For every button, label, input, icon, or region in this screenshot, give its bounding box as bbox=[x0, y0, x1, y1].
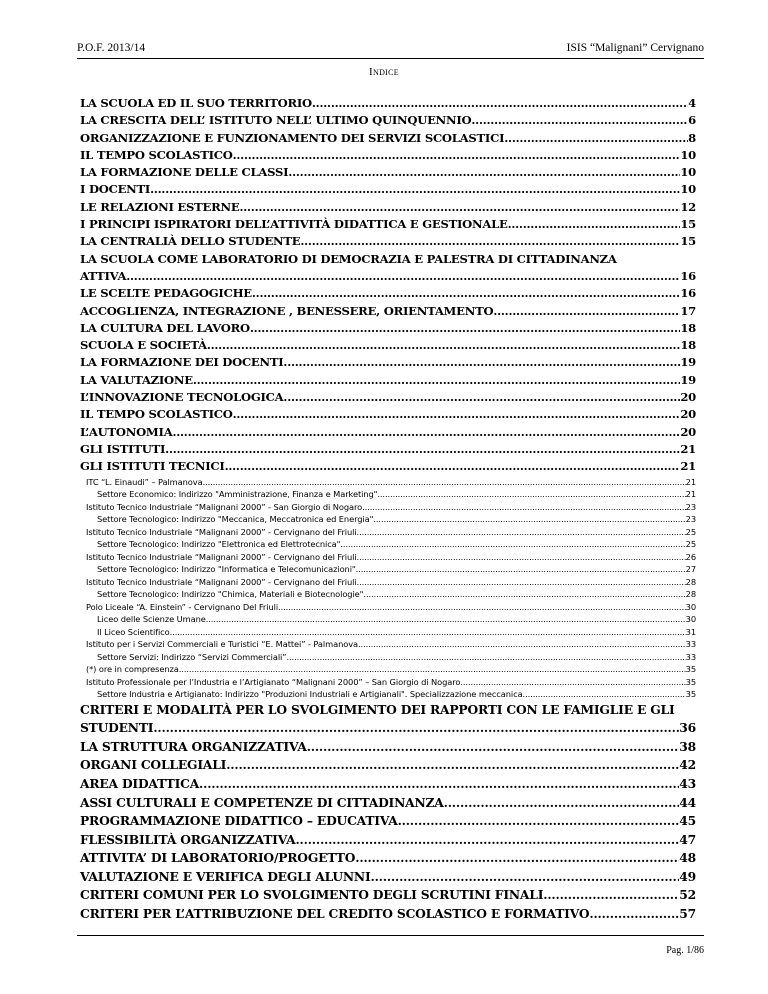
toc-entry-title: Istituto Tecnico Industriale “Malignani 2000” - Cervignano del Friuli bbox=[86, 526, 357, 537]
toc-entry[interactable] bbox=[80, 458, 696, 475]
toc-entry-title: Istituto Tecnico Industriale “Malignani 2000” - Cervignano del Friuli bbox=[86, 551, 357, 562]
toc-entry-title: LA FORMAZIONE DELLE CLASSI bbox=[80, 165, 289, 180]
toc-entry-title-line2: ATTIVA bbox=[80, 268, 127, 283]
toc-entry-title: L’AUTONOMIA bbox=[80, 424, 173, 439]
dot-leader bbox=[225, 458, 681, 475]
toc-entry-page: 10 bbox=[680, 182, 696, 197]
dot-leader bbox=[283, 354, 680, 371]
page-header bbox=[77, 42, 704, 56]
toc-entry-page: 27 bbox=[685, 564, 696, 575]
dot-leader bbox=[356, 563, 686, 576]
dot-leader bbox=[307, 738, 680, 757]
toc-entry[interactable] bbox=[80, 526, 696, 539]
toc-entry[interactable] bbox=[80, 147, 696, 164]
toc-entry-page: 43 bbox=[679, 775, 696, 791]
dot-leader bbox=[300, 233, 680, 250]
toc-entry-title: Settore Industria e Artigianato: Indirizzo "Produzioni Industriali e Artigianali". Specializzazione meccanica. bbox=[97, 689, 526, 700]
toc-entry-title: GLI ISTITUTI bbox=[80, 441, 166, 456]
toc-entry-wrapped[interactable] bbox=[80, 251, 696, 286]
toc-entry-page: 15 bbox=[680, 217, 696, 232]
dot-leader bbox=[295, 831, 679, 850]
toc-entry-title: CRITERI COMUNI PER LO SVOLGIMENTO DEGLI SCRUTINI FINALI bbox=[80, 887, 544, 903]
toc-entry[interactable] bbox=[80, 849, 696, 868]
toc-entry-title: PROGRAMMAZIONE DIDATTICO – EDUCATIVA bbox=[80, 813, 398, 829]
toc-entry-page: 17 bbox=[680, 303, 696, 318]
toc-entry-page: 21 bbox=[685, 476, 696, 487]
toc-entry-page: 33 bbox=[685, 651, 696, 662]
dot-leader bbox=[203, 476, 686, 489]
dot-leader bbox=[589, 905, 679, 924]
toc-entry[interactable] bbox=[80, 501, 696, 514]
toc-entry-page: 18 bbox=[680, 338, 696, 353]
toc-entry[interactable] bbox=[80, 886, 696, 905]
toc-entry-title: LE SCELTE PEDAGOGICHE bbox=[80, 286, 252, 301]
toc-entry[interactable] bbox=[80, 476, 696, 489]
toc-entry[interactable] bbox=[80, 551, 696, 564]
toc-entry-title: Settore Tecnologico: Indirizzo "Informatica e Telecomunicazioni" bbox=[97, 564, 356, 575]
toc-entry-title: I PRINCIPI ISPIRATORI DELL’ATTIVITÀ DIDATTICA E GESTIONALE bbox=[80, 217, 508, 232]
toc-entry[interactable] bbox=[80, 601, 696, 614]
toc-entry-title: ORGANI COLLEGIALI bbox=[80, 757, 227, 773]
toc-entry[interactable] bbox=[80, 354, 696, 371]
toc-entry[interactable] bbox=[80, 513, 696, 526]
toc-entry[interactable] bbox=[80, 216, 696, 233]
toc-entry-title: Istituto per i Servizi Commerciali e Turistici “E. Mattei” - Palmanova bbox=[86, 639, 358, 650]
toc-entry[interactable] bbox=[80, 676, 696, 689]
toc-section-b bbox=[80, 285, 696, 475]
toc-entry-title: LA CENTRALIÀ DELLO STUDENTE bbox=[80, 234, 301, 249]
toc-entry-page: 15 bbox=[680, 234, 696, 249]
dot-leader bbox=[150, 181, 680, 198]
toc-entry-page: 30 bbox=[685, 614, 696, 625]
toc-entry-page: 42 bbox=[679, 757, 696, 773]
toc-entry-page: 20 bbox=[680, 424, 696, 439]
toc-entry-page: 18 bbox=[680, 320, 696, 335]
dot-leader bbox=[286, 651, 685, 664]
toc-entry-page: 4 bbox=[688, 96, 696, 110]
dot-leader bbox=[206, 613, 686, 626]
toc-entry[interactable] bbox=[80, 651, 696, 664]
toc-entry-page: 16 bbox=[680, 286, 696, 301]
dot-leader bbox=[543, 886, 679, 905]
toc-entry[interactable] bbox=[80, 406, 696, 423]
toc-entry-title: GLI ISTITUTI TECNICI bbox=[80, 459, 225, 474]
dot-leader bbox=[252, 285, 680, 302]
dot-leader bbox=[250, 320, 680, 337]
toc-entry-page: 28 bbox=[685, 576, 696, 587]
toc-entry-title: Istituto Tecnico Industriale “Malignani 2000” - Cervignano del Friuli bbox=[86, 576, 357, 587]
toc-entry[interactable] bbox=[80, 181, 696, 198]
toc-entry-title: IL TEMPO SCOLASTICO bbox=[80, 407, 233, 422]
dot-leader bbox=[398, 812, 680, 831]
toc-entry-title: (*) ore in compresenza bbox=[86, 664, 179, 675]
toc-entry-page: 28 bbox=[685, 589, 696, 600]
toc-entry-page: 12 bbox=[680, 199, 696, 214]
toc-entry-wrapped[interactable] bbox=[80, 701, 696, 738]
toc-entry-page: 10 bbox=[680, 165, 696, 180]
dot-leader bbox=[471, 112, 688, 129]
dot-leader bbox=[172, 424, 680, 441]
footer-rule bbox=[77, 935, 704, 936]
toc-entry-title: Liceo delle Scienze Umane bbox=[97, 614, 206, 625]
toc-entry-title: Il Liceo Scientifico bbox=[97, 626, 170, 637]
toc-entry-title: Settore Tecnologico: Indirizzo "Meccanica, Meccatronica ed Energia" bbox=[97, 514, 374, 525]
toc-entry-title: IL TEMPO SCOLASTICO bbox=[80, 147, 233, 162]
dot-leader bbox=[363, 588, 685, 601]
toc-entry[interactable] bbox=[80, 112, 696, 129]
toc-entry[interactable] bbox=[80, 233, 696, 250]
dot-leader bbox=[126, 268, 680, 285]
toc-entry-page: 38 bbox=[679, 738, 696, 754]
toc-entry-page: 45 bbox=[679, 813, 696, 829]
dot-leader bbox=[278, 601, 686, 614]
dot-leader bbox=[239, 199, 680, 216]
toc-entry-title: Istituto Professionale per l’Industria e l’Artigianato “Malignani 2000” – San Giorgio di Nogaro bbox=[86, 676, 461, 687]
toc-subsection bbox=[80, 476, 696, 701]
toc-entry-page: 23 bbox=[685, 514, 696, 525]
dot-leader bbox=[170, 626, 686, 639]
toc-entry[interactable] bbox=[80, 130, 696, 147]
toc-entry-page: 49 bbox=[679, 868, 696, 884]
page-number: Pag. 1/86 bbox=[666, 945, 704, 956]
toc-entry[interactable] bbox=[80, 441, 696, 458]
toc-entry[interactable] bbox=[80, 775, 696, 794]
toc-entry-page: 30 bbox=[685, 601, 696, 612]
toc-entry-page: 52 bbox=[679, 887, 696, 903]
toc-entry-title: AREA DIDATTICA bbox=[80, 775, 200, 791]
toc-entry[interactable] bbox=[80, 756, 696, 775]
toc-entry-title: LE RELAZIONI ESTERNE bbox=[80, 199, 240, 214]
toc-entry-title: L’INNOVAZIONE TECNOLOGICA bbox=[80, 390, 284, 405]
toc-entry-title: Settore Servizi: Indirizzo “Servizi Commerciali” bbox=[97, 651, 287, 662]
toc-entry[interactable] bbox=[80, 738, 696, 757]
toc-entry-page: 48 bbox=[679, 850, 696, 866]
toc-entry[interactable] bbox=[80, 576, 696, 589]
toc-entry-page: 57 bbox=[679, 906, 696, 922]
dot-leader bbox=[377, 488, 685, 501]
toc-entry-page: 21 bbox=[680, 459, 696, 474]
toc-entry-title-line2: STUDENTI bbox=[80, 720, 154, 736]
header-rule bbox=[77, 58, 704, 59]
toc-entry-title: SCUOLA E SOCIETÀ bbox=[80, 338, 207, 353]
toc-entry-title: ACCOGLIENZA, INTEGRAZIONE , BENESSERE, ORIENTAMENTO bbox=[80, 303, 494, 318]
dot-leader bbox=[207, 337, 681, 354]
toc-entry-page: 26 bbox=[685, 551, 696, 562]
dot-leader bbox=[312, 95, 688, 112]
toc-entry-title: CRITERI PER L’ATTRIBUZIONE DEL CREDITO SCOLASTICO E FORMATIVO bbox=[80, 906, 590, 922]
toc-entry[interactable] bbox=[80, 424, 696, 441]
toc-entry-title: LA CULTURA DEL LAVORO bbox=[80, 320, 250, 335]
toc-entry-title: LA FORMAZIONE DEI DOCENTI bbox=[80, 355, 284, 370]
toc-entry[interactable] bbox=[80, 663, 696, 676]
dot-leader bbox=[199, 775, 679, 794]
toc-entry-page: 25 bbox=[685, 526, 696, 537]
toc-entry-title: Settore Economico: Indirizzo "Amministrazione, Finanza e Marketing" bbox=[97, 489, 378, 500]
dot-leader bbox=[340, 538, 685, 551]
toc-entry[interactable] bbox=[80, 638, 696, 651]
toc-entry-title: ATTIVITA’ DI LABORATORIO/PROGETTO bbox=[80, 850, 356, 866]
toc-entry-page: 10 bbox=[680, 147, 696, 162]
toc-entry[interactable] bbox=[80, 563, 696, 576]
toc-entry-title: I DOCENTI bbox=[80, 182, 151, 197]
dot-leader bbox=[233, 406, 681, 423]
toc-entry-page: 8 bbox=[688, 130, 696, 145]
dot-leader bbox=[283, 389, 680, 406]
toc-entry[interactable] bbox=[80, 868, 696, 887]
dot-leader bbox=[371, 868, 680, 887]
toc-entry-title: VALUTAZIONE E VERIFICA DEGLI ALUNNI bbox=[80, 868, 371, 884]
header-left: P.O.F. 2013/14 bbox=[77, 42, 146, 54]
dot-leader bbox=[358, 638, 686, 651]
dot-leader bbox=[179, 663, 686, 676]
toc-entry-page: 23 bbox=[685, 501, 696, 512]
dot-leader bbox=[493, 303, 680, 320]
toc-entry-title: Settore Tecnologico: Indirizzo "Elettronica ed Elettrotecnica" bbox=[97, 539, 341, 550]
toc-entry[interactable] bbox=[80, 320, 696, 337]
toc-entry-title: LA SCUOLA ED IL SUO TERRITORIO bbox=[80, 96, 312, 110]
toc-entry-title: LA VALUTAZIONE bbox=[80, 372, 193, 387]
toc-entry-page: 36 bbox=[679, 720, 696, 736]
table-of-contents bbox=[80, 95, 696, 924]
toc-entry-title-line1: CRITERI E MODALITÀ PER LO SVOLGIMENTO DEI RAPPORTI CON LE FAMIGLIE E GLI bbox=[80, 701, 675, 717]
dot-leader bbox=[165, 441, 680, 458]
toc-entry-title: FLESSIBILITÀ ORGANIZZATIVA bbox=[80, 831, 296, 847]
dot-leader bbox=[444, 794, 680, 813]
dot-leader bbox=[357, 576, 686, 589]
toc-entry-title: ITC “L. Einaudi” – Palmanova bbox=[86, 476, 203, 487]
toc-entry-page: 44 bbox=[679, 794, 696, 810]
toc-entry-page: 25 bbox=[685, 539, 696, 550]
toc-entry-page: 31 bbox=[685, 626, 696, 637]
toc-entry[interactable] bbox=[80, 588, 696, 601]
toc-entry-title: LA STRUTTURA ORGANIZZATIVA bbox=[80, 738, 307, 754]
toc-entry-page: 21 bbox=[680, 441, 696, 456]
dot-leader bbox=[362, 501, 686, 514]
index-title: Indice bbox=[369, 66, 399, 78]
dot-leader bbox=[153, 719, 679, 738]
toc-entry-title: Settore Tecnologico: Indirizzo "Chimica, Materiali e Biotecnologie" bbox=[97, 589, 364, 600]
toc-entry-title: LA CRESCITA DELL’ ISTITUTO NELL’ ULTIMO QUINQUENNIO bbox=[80, 113, 472, 128]
dot-leader bbox=[355, 849, 679, 868]
toc-entry-page: 19 bbox=[680, 372, 696, 387]
toc-entry[interactable] bbox=[80, 613, 696, 626]
toc-entry[interactable] bbox=[80, 626, 696, 639]
dot-leader bbox=[357, 526, 686, 539]
toc-entry-title: Istituto Tecnico Industriale “Malignani 2000” - San Giorgio di Nogaro bbox=[86, 501, 363, 512]
toc-entry[interactable] bbox=[80, 389, 696, 406]
header-right: ISIS “Malignani” Cervignano bbox=[566, 42, 704, 54]
toc-entry-page: 35 bbox=[685, 676, 696, 687]
toc-entry-page: 35 bbox=[685, 664, 696, 675]
toc-section-a bbox=[80, 95, 696, 251]
toc-entry[interactable] bbox=[80, 812, 696, 831]
toc-entry[interactable] bbox=[80, 372, 696, 389]
dot-leader bbox=[373, 513, 685, 526]
toc-entry-page: 20 bbox=[680, 407, 696, 422]
toc-entry-page: 6 bbox=[688, 113, 696, 128]
toc-section-c bbox=[80, 738, 696, 924]
toc-entry[interactable] bbox=[80, 285, 696, 302]
toc-entry-page: 16 bbox=[680, 268, 696, 283]
dot-leader bbox=[288, 164, 680, 181]
toc-entry[interactable] bbox=[80, 337, 696, 354]
toc-entry-title: ORGANIZZAZIONE E FUNZIONAMENTO DEI SERVIZI SCOLASTICI. bbox=[80, 130, 509, 145]
toc-entry[interactable] bbox=[80, 488, 696, 501]
dot-leader bbox=[508, 130, 688, 147]
dot-leader bbox=[508, 216, 681, 233]
toc-entry-page: 35 bbox=[685, 689, 696, 700]
toc-entry[interactable] bbox=[80, 688, 696, 701]
toc-entry[interactable] bbox=[80, 164, 696, 181]
dot-leader bbox=[357, 551, 686, 564]
toc-entry[interactable] bbox=[80, 95, 696, 112]
toc-entry[interactable] bbox=[80, 199, 696, 216]
dot-leader bbox=[525, 688, 686, 701]
toc-entry-page: 19 bbox=[680, 355, 696, 370]
dot-leader bbox=[193, 372, 681, 389]
dot-leader bbox=[233, 147, 681, 164]
toc-entry-title-line1: LA SCUOLA COME LABORATORIO DI DEMOCRAZIA E PALESTRA DI CITTADINANZA bbox=[80, 251, 617, 266]
toc-entry-title: ASSI CULTURALI E COMPETENZE DI CITTADINANZA bbox=[80, 794, 444, 810]
toc-entry[interactable] bbox=[80, 303, 696, 320]
toc-entry-page: 21 bbox=[685, 489, 696, 500]
dot-leader bbox=[226, 756, 679, 775]
toc-entry[interactable] bbox=[80, 905, 696, 924]
toc-entry-page: 20 bbox=[680, 390, 696, 405]
toc-entry[interactable] bbox=[80, 794, 696, 813]
toc-entry-page: 47 bbox=[679, 831, 696, 847]
toc-entry-page: 33 bbox=[685, 639, 696, 650]
dot-leader bbox=[460, 676, 685, 689]
toc-entry[interactable] bbox=[80, 831, 696, 850]
toc-entry[interactable] bbox=[80, 538, 696, 551]
toc-entry-title: Polo Liceale “A. Einstein” - Cervignano Del Friuli bbox=[86, 601, 279, 612]
